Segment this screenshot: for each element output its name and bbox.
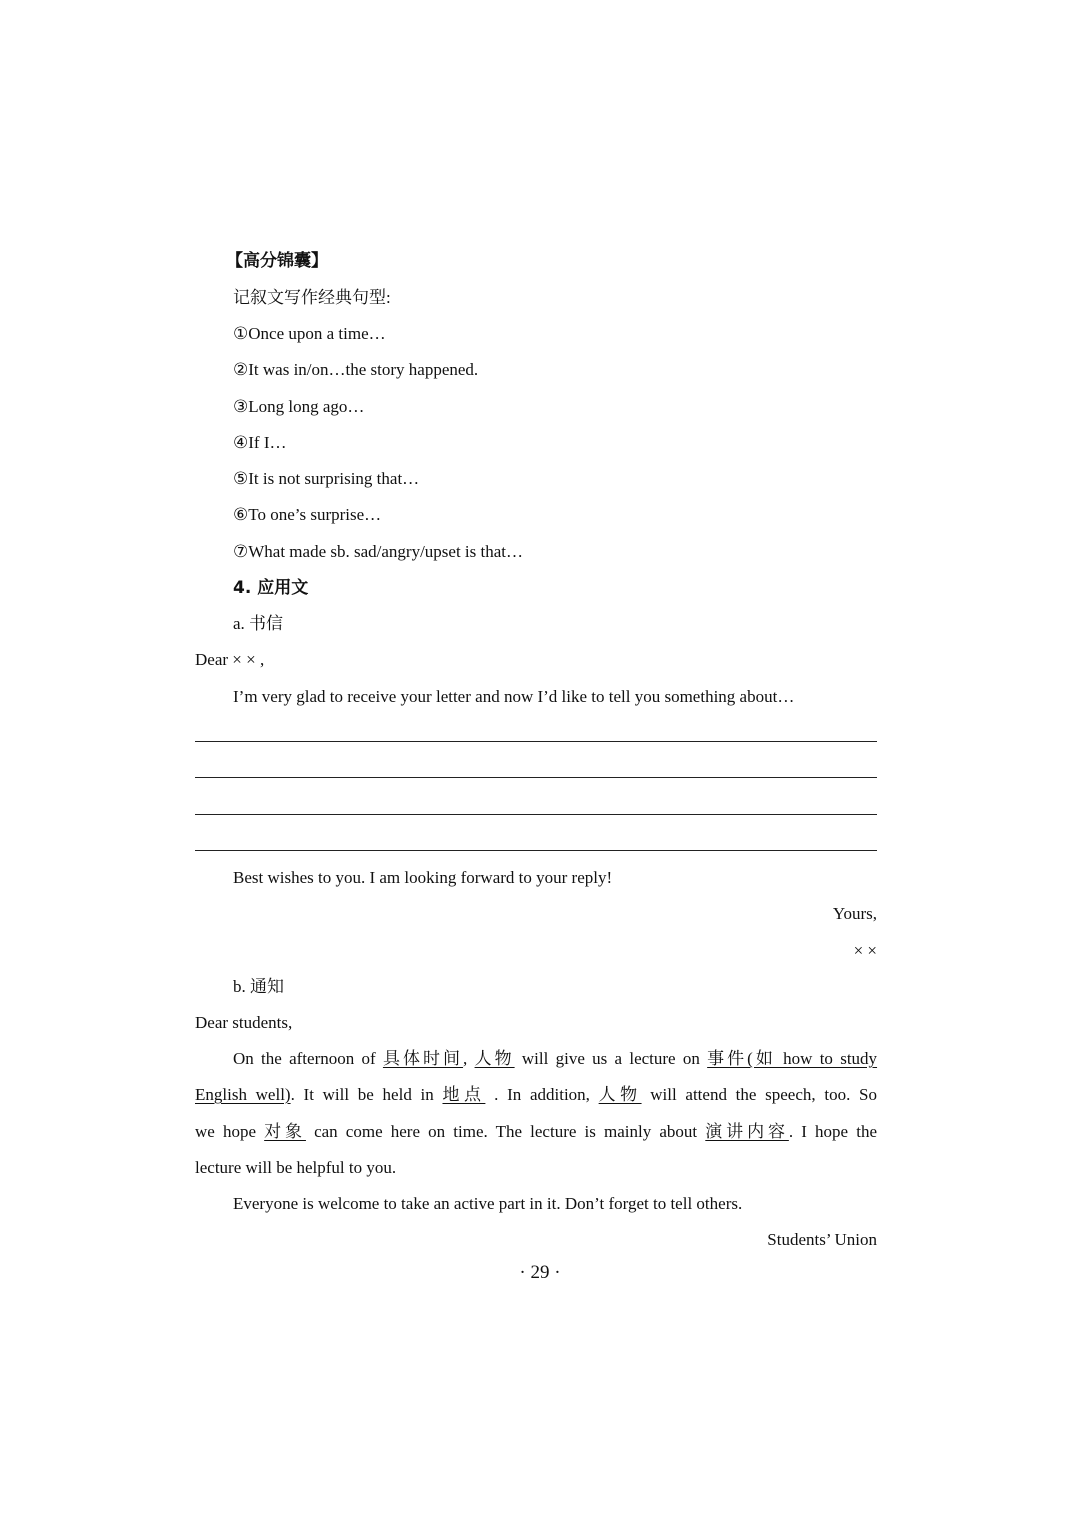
notice-signature: Students’ Union: [767, 1230, 877, 1249]
practical-heading: 4. 应用文: [233, 578, 309, 598]
placeholder-place: 地点: [442, 1085, 486, 1104]
placeholder-content: 演讲内容: [705, 1122, 789, 1141]
letter-signature: × ×: [853, 941, 877, 960]
letter-signoff: Yours,: [832, 904, 877, 923]
writing-line: [195, 814, 877, 815]
pattern-item: ②It was in/on…the story happened.: [233, 360, 479, 379]
section-title: 【高分锦囊】: [226, 251, 328, 271]
writing-line: [195, 850, 877, 851]
page-number: · 29 ·: [519, 1262, 561, 1283]
letter-opening: I’m very glad to receive your letter and now I’d like to tell you something about…: [233, 687, 795, 706]
narrative-intro: 记叙文写作经典句型:: [233, 288, 391, 307]
placeholder-audience: 对象: [264, 1122, 306, 1141]
placeholder-event: 事件(如 how to study: [707, 1049, 878, 1068]
notice-paragraph: Everyone is welcome to take an active part in it. Don’t forget to tell others.: [233, 1194, 743, 1213]
pattern-item: ④If I…: [233, 433, 287, 452]
placeholder-person: 人物: [598, 1085, 642, 1104]
notice-paragraph-line: we hope 对象 can come here on time. The lecture is mainly about 演讲内容. I hope the: [195, 1122, 878, 1141]
pattern-item: ⑤It is not surprising that…: [233, 469, 420, 488]
pattern-item: ⑥To one’s surprise…: [233, 505, 382, 524]
notice-paragraph-line: lecture will be helpful to you.: [195, 1158, 397, 1177]
writing-line: [195, 777, 877, 778]
placeholder-person: 人物: [474, 1049, 515, 1068]
letter-closing: Best wishes to you. I am looking forward to your reply!: [233, 868, 613, 887]
notice-greeting: Dear students,: [195, 1013, 293, 1032]
letter-label: a. 书信: [233, 614, 284, 633]
pattern-item: ⑦What made sb. sad/angry/upset is that…: [233, 542, 524, 561]
pattern-item: ①Once upon a time…: [233, 324, 386, 343]
notice-paragraph-line: On the afternoon of 具体时间, 人物 will give us a lecture on 事件(如 how to study: [233, 1049, 878, 1068]
notice-paragraph-line: English well). It will be held in 地点 . In addition, 人物 will attend the speech, too. So: [195, 1085, 877, 1104]
placeholder-time: 具体时间: [382, 1049, 464, 1068]
notice-label: b. 通知: [233, 977, 284, 996]
writing-line: [195, 741, 877, 742]
letter-greeting: Dear × × ,: [195, 650, 265, 669]
placeholder-event: English well): [195, 1085, 291, 1104]
pattern-item: ③Long long ago…: [233, 397, 365, 416]
